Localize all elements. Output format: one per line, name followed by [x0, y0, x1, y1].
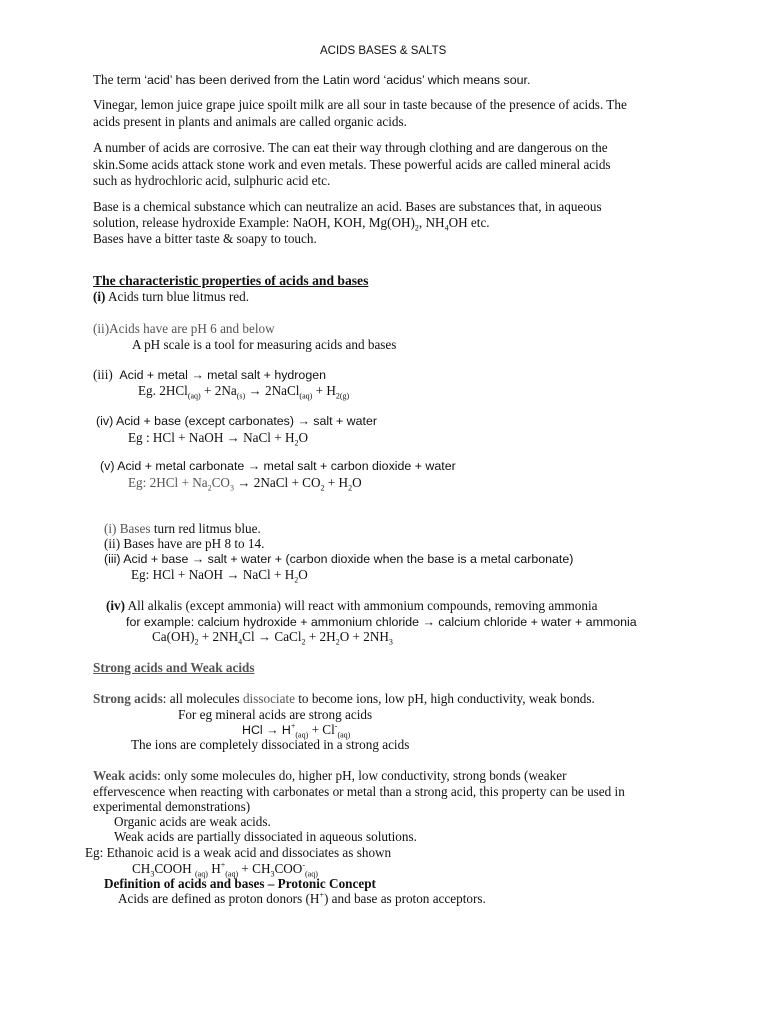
subscript: (aq): [337, 730, 351, 740]
label: Weak acids: [93, 768, 158, 783]
weak-acids-line-5: Weak acids are partially dissociated in aqueous solutions.: [114, 829, 417, 844]
acid-property-1: [93, 289, 249, 304]
strong-acids-line-1: [93, 691, 595, 706]
acid-property-5-equation: [128, 475, 362, 493]
acid-property-3-equation: [138, 383, 350, 401]
strong-acids-line-2: For eg mineral acids are strong acids: [178, 707, 373, 722]
text: H: [207, 861, 221, 876]
text: Acid + metal → metal salt + hydrogen: [119, 368, 326, 382]
superscript: +: [220, 860, 226, 870]
text: HCl → H: [242, 723, 291, 737]
base-definition-line-2: [93, 215, 490, 233]
intro-text-sans: ‘acid’ has been derived from the Latin word ‘acidus’ which means sour.: [144, 73, 531, 87]
protonic-concept-heading: Definition of acids and bases – Protonic Concept: [104, 876, 376, 891]
text: COO: [274, 861, 303, 876]
text: dissociate: [242, 691, 295, 706]
text: + 2Na: [200, 383, 237, 398]
text: for example: calcium hydroxide + ammonium chloride → calcium chloride + water + ammonia: [126, 615, 637, 629]
strong-acids-line-3: The ions are completely dissociated in a strong acids: [131, 737, 410, 752]
subscript: (aq): [195, 869, 208, 879]
intro-paragraph-2-line-1: Vinegar, lemon juice grape juice spoilt milk are all sour in taste because of the presence of acids. The: [93, 97, 627, 112]
subscript: (aq): [187, 391, 201, 401]
strong-acid-equation: [242, 722, 350, 738]
text: + 2NH: [198, 629, 239, 644]
weak-acids-line-4: Organic acids are weak acids.: [114, 814, 271, 829]
text: OH etc.: [448, 215, 490, 230]
subscript: 3: [150, 869, 155, 879]
base-definition-line-3: Bases have a bitter taste & soapy to touch.: [93, 231, 317, 246]
text: COOH: [154, 861, 195, 876]
text: + Cl: [308, 722, 335, 737]
superscript: -: [334, 721, 338, 731]
text: → 2NaCl + CO: [233, 475, 321, 490]
text: (iii) Acid + base → salt + water + (carbon dioxide when the base is a metal carbonate): [104, 552, 574, 566]
item-number: (iv): [106, 598, 126, 613]
subscript: 2: [294, 438, 299, 448]
text: O: [298, 567, 308, 582]
subscript: 2: [414, 223, 419, 233]
text: + 2H: [305, 629, 336, 644]
subscript: 3: [388, 637, 393, 647]
text: , NH: [418, 215, 445, 230]
intro-paragraph-2-line-2: acids present in plants and animals are called organic acids.: [93, 114, 407, 129]
text: Ca(OH): [152, 629, 195, 644]
base-property-2: (ii) Bases have are pH 8 to 14.: [104, 536, 265, 551]
acid-property-2: (ii)Acids have are pH 6 and below: [93, 321, 275, 336]
text: to become ions, low pH, high conductivity, weak bonds.: [294, 691, 595, 706]
subscript: 2: [348, 483, 353, 493]
subscript: 2: [320, 483, 325, 493]
text: Eg: 2HCl + Na: [128, 475, 208, 490]
text: → 2NaCl: [245, 383, 300, 398]
text: O + 2NH: [339, 629, 389, 644]
text: + H: [312, 383, 336, 398]
text: All alkalis (except ammonia) will react with ammonium compounds, removing ammonia: [125, 598, 598, 613]
text: : all molecules: [162, 691, 243, 706]
weak-acid-equation: [132, 860, 318, 879]
subscript: (aq): [305, 869, 318, 879]
base-property-4-example: [126, 614, 637, 630]
text: Cl → CaCl: [242, 629, 302, 644]
subscript: 2: [194, 637, 199, 647]
intro-paragraph-3-line-1: A number of acids are corrosive. The can eat their way through clothing and are dangerous on the: [93, 140, 608, 155]
base-property-3: [104, 551, 573, 567]
acid-property-5: (v) Acid + metal carbonate → metal salt + carbon dioxide + water: [100, 459, 456, 473]
acid-property-3: [93, 367, 326, 383]
base-definition-line-1: Base is a chemical substance which can neutralize an acid. Bases are substances that, in aqueous: [93, 199, 602, 214]
acid-property-4: (iv) Acid + base (except carbonates) → salt + water: [96, 414, 377, 428]
superscript: +: [319, 890, 324, 900]
subscript: 3: [270, 869, 275, 879]
intro-paragraph-3-line-3: such as hydrochloric acid, sulphuric acid etc.: [93, 173, 331, 188]
subscript: 3: [229, 483, 234, 493]
base-property-4-equation: [152, 629, 393, 647]
text: turn red litmus blue.: [150, 521, 261, 536]
base-property-4: [106, 598, 598, 613]
base-property-1: [104, 521, 261, 536]
text: O: [298, 430, 309, 445]
text: + H: [324, 475, 349, 490]
text: + CH: [238, 861, 271, 876]
item-number: (i): [93, 289, 106, 304]
text: CO: [211, 475, 230, 490]
weak-acids-line-2: effervescence when reacting with carbonates or metal than a strong acid, this property can be used in: [93, 784, 625, 799]
subscript: 4: [238, 637, 243, 647]
weak-acids-line-6: Eg: Ethanoic acid is a weak acid and dissociates as shown: [85, 845, 392, 860]
text: Eg: HCl + NaOH → NaCl + H: [131, 567, 295, 582]
text: ) and base as proton acceptors.: [323, 891, 486, 906]
intro-paragraph-1: [93, 72, 530, 88]
subscript: 2: [294, 575, 299, 585]
subscript: 4: [444, 223, 449, 233]
item-number: (iii): [93, 367, 113, 382]
superscript: +: [290, 721, 296, 731]
acid-property-4-equation: [128, 430, 309, 448]
subscript: 2: [301, 637, 306, 647]
text: Acids turn blue litmus red.: [105, 289, 250, 304]
subscript: (s): [236, 391, 246, 401]
weak-acids-line-3: experimental demonstrations): [93, 799, 251, 814]
ph-scale-note: A pH scale is a tool for measuring acids and bases: [132, 337, 397, 352]
subscript: 2(g): [335, 391, 350, 401]
intro-text: The term: [93, 72, 145, 87]
intro-paragraph-3-line-2: skin.Some acids attack stone work and even metals. These powerful acids are called mineral acids: [93, 157, 611, 172]
properties-heading: The characteristic properties of acids and bases: [93, 273, 369, 288]
text: Eg : HCl + NaOH → NaCl + H: [128, 430, 295, 445]
base-property-3-equation: [131, 567, 308, 585]
text: solution, release hydroxide Example: NaOH, KOH, Mg(OH): [93, 215, 415, 230]
subscript: (aq): [295, 730, 309, 740]
text: : only some molecules do, higher pH, low conductivity, strong bonds (weaker: [157, 768, 567, 783]
protonic-concept-definition: [118, 891, 486, 906]
text: O: [352, 475, 362, 490]
text: Eg. 2HCl: [138, 383, 188, 398]
document-title: ACIDS BASES & SALTS: [320, 45, 447, 57]
subscript: 2: [207, 483, 212, 493]
text: (i) Bases: [104, 521, 151, 536]
subscript: 2: [335, 637, 340, 647]
superscript: -: [302, 860, 305, 870]
weak-acids-line-1: [93, 768, 566, 783]
strength-heading: Strong acids and Weak acids: [93, 660, 255, 675]
text: CH: [132, 861, 151, 876]
subscript: (aq): [299, 391, 313, 401]
label: Strong acids: [93, 691, 163, 706]
text: Acids are defined as proton donors (H: [118, 891, 320, 906]
subscript: (aq): [225, 869, 239, 879]
